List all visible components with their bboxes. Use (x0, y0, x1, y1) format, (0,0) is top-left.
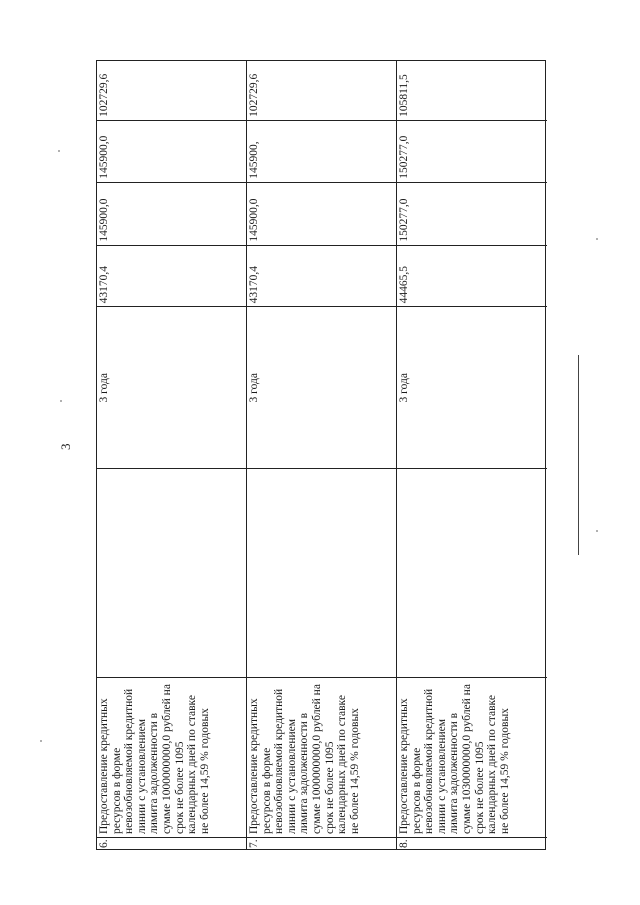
row-value-2: 145900,0 (247, 182, 396, 245)
row-value-1: 43170,4 (97, 245, 246, 307)
table-row (397, 61, 547, 849)
empty-cell (397, 468, 547, 677)
row-description: Предоставление кредитных ресурсов в форме невозобновляемой кредитной линии с установлением лимита задолженности в сумме 1000000000,0 рублей на срок не более 1095 календарных дней по ставке не более 14,59 % годовых (97, 677, 246, 837)
row-value-1: 44465,5 (397, 245, 547, 307)
row-value-1: 43170,4 (247, 245, 396, 307)
credit-table (96, 60, 546, 850)
scan-speck (60, 400, 62, 402)
row-term: 3 года (247, 306, 396, 468)
scan-speck (596, 530, 598, 532)
scan-speck (596, 238, 598, 240)
margin-line (578, 355, 579, 555)
row-description: Предоставление кредитных ресурсов в форме невозобновляемой кредитной линии с установлением лимита задолженности в сумме 1030000000,0 рублей на срок не более 1095 календарных дней по ставке не более 14,59 % годовых (397, 677, 547, 837)
row-value-2: 150277,0 (397, 182, 547, 245)
table-row (247, 61, 397, 849)
row-value-4: 105811,5 (398, 74, 410, 117)
scan-speck (58, 150, 60, 152)
scan-speck (40, 740, 42, 742)
row-term: 3 года (97, 306, 246, 468)
row-value-3: 145900,0 (97, 120, 246, 182)
table-row (97, 61, 247, 849)
row-number: 6. (97, 837, 246, 849)
row-value-3: 145900, (247, 120, 396, 182)
empty-cell (247, 468, 396, 677)
row-value-4: 102729,6 (98, 73, 110, 117)
row-value-2: 145900,0 (97, 182, 246, 245)
page-number: 3 (58, 443, 73, 450)
row-value-4: 102729,6 (248, 73, 260, 117)
row-number: 7. (247, 837, 396, 849)
row-number: 8. (397, 837, 547, 849)
empty-cell (97, 468, 246, 677)
row-term: 3 года (397, 306, 547, 468)
row-value-3: 150277,0 (397, 120, 547, 182)
row-description: Предоставление кредитных ресурсов в форме невозобновляемой кредитной линии с установлением лимита задолженности в сумме 1000000000,0 рублей на срок не более 1095 календарных дней по ставке не более 14,59 % годовых (247, 677, 396, 837)
